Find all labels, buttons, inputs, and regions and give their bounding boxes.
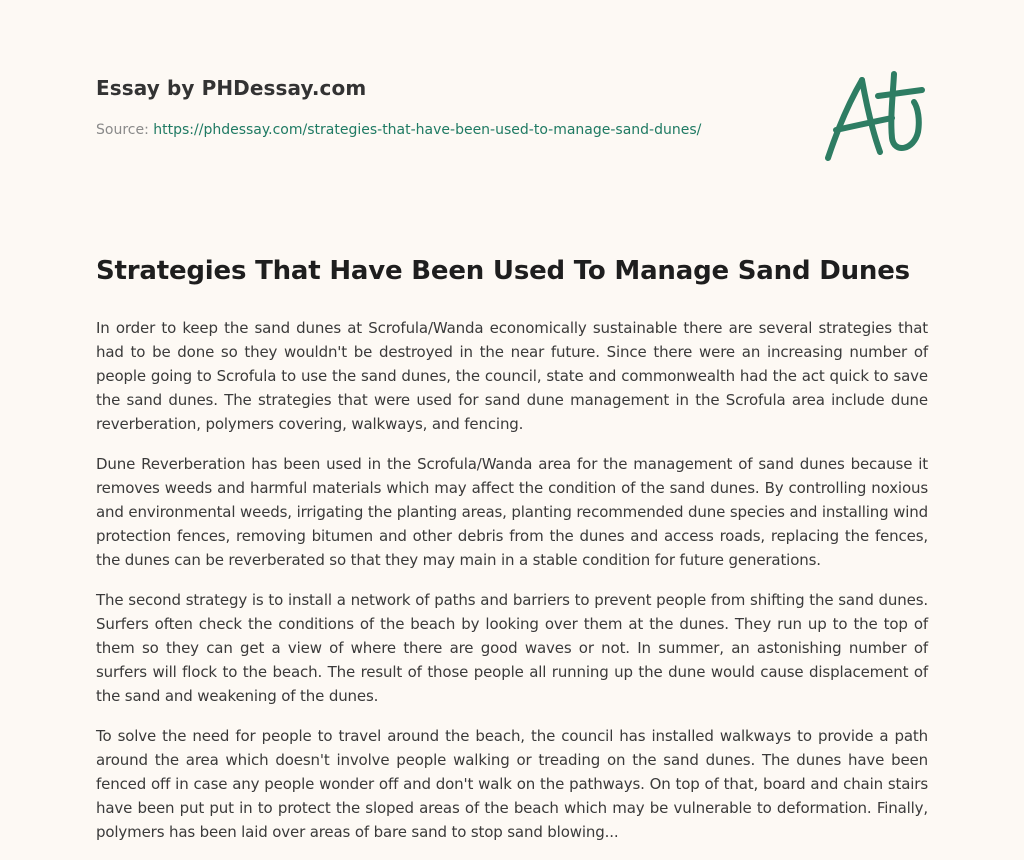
a-plus-logo-icon: [822, 68, 926, 166]
paragraph-4: To solve the need for people to travel around the beach, the council has installed walkways to provide a path around the area which doesn't involve people walking or treading on the sand dunes. The dunes have been fenced off in case any people wonder off and don't walk on the pathways. On top of that, board and chain stairs have been put put in to protect the sloped areas of the beach which may be vulnerable to deformation. Finally, polymers has been laid over areas of bare sand to stop sand blowing...: [96, 727, 928, 841]
paragraph-1: In order to keep the sand dunes at Scrofula/Wanda economically sustainable there are several strategies that had to be done so they wouldn't be destroyed in the near future. Since there were an increasing number of people going to Scrofula to use the sand dunes, the council, state and commonwealth had the act quick to save the sand dunes. The strategies that were used for sand dune management in the Scrofula area include dune reverberation, polymers covering, walkways, and fencing.: [96, 319, 928, 433]
paragraph-3: The second strategy is to install a network of paths and barriers to prevent people from shifting the sand dunes. Surfers often check the conditions of the beach by looking over them at the dunes. They run up to the top of them so they can get a view of where there are good waves or not. In summer, an astonishing number of surfers will flock to the beach. The result of those people all running up the dune would cause displacement of the sand and weakening of the dunes.: [96, 591, 928, 705]
source-label: Source:: [96, 122, 149, 138]
article-title: Strategies That Have Been Used To Manage Sand Dunes: [96, 256, 910, 286]
site-title: Essay by PHDessay.com: [96, 76, 367, 100]
source-link[interactable]: https://phdessay.com/strategies-that-have-been-used-to-manage-sand-dunes/: [153, 122, 702, 138]
page-header: [96, 76, 796, 138]
article-body: [96, 316, 928, 860]
source-line: [96, 122, 796, 138]
paragraph-2: Dune Reverberation has been used in the Scrofula/Wanda area for the management of sand dunes because it removes weeds and harmful materials which may affect the condition of the sand dunes. By controlling noxious and environmental weeds, irrigating the planting areas, planting recommended dune species and installing wind protection fences, removing bitumen and other debris from the dunes and access roads, replacing the fences, the dunes can be reverberated so that they may main in a stable condition for future generations.: [96, 455, 928, 569]
